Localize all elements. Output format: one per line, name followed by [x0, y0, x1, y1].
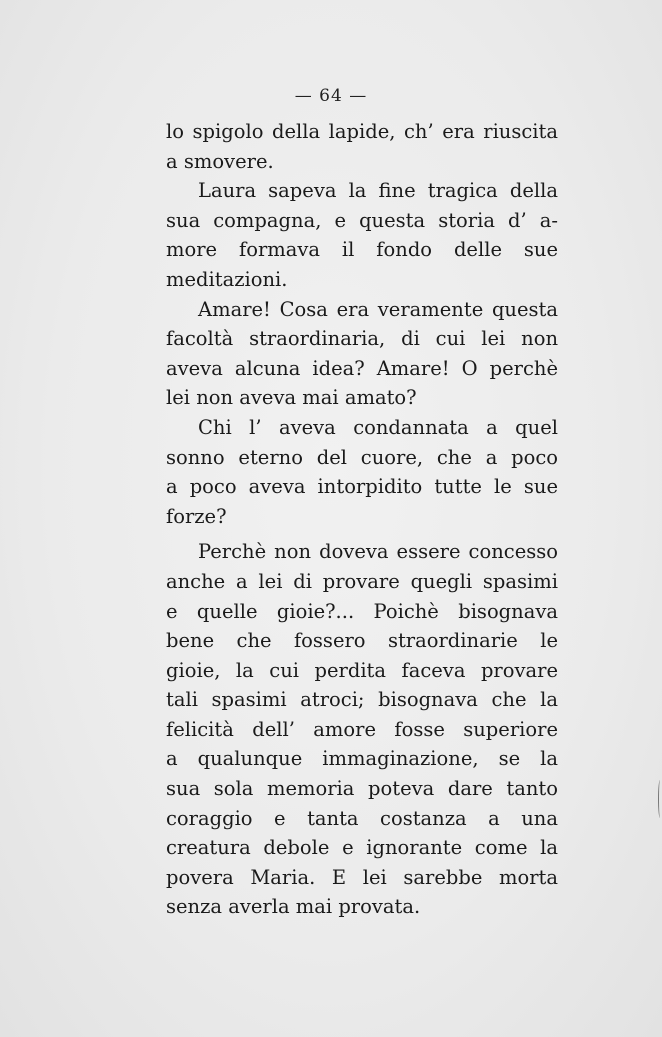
paragraph: [166, 295, 558, 413]
text-line: lei non aveva mai amato?: [166, 386, 417, 410]
text-line: creatura debole e ignorante come la: [166, 836, 558, 860]
text-line: sua compagna, e questa storia d’ a-: [166, 208, 558, 232]
paragraph: [166, 413, 558, 531]
text-line: Chi l’ aveva condannata a quel: [198, 415, 558, 439]
text-line: a qualunque immaginazione, se la: [166, 747, 558, 771]
text-line: a smovere.: [166, 149, 274, 173]
text-line: facoltà straordinaria, di cui lei non: [166, 327, 558, 351]
paragraph: [166, 176, 558, 294]
text-line: sonno eterno del cuore, che a poco: [166, 445, 558, 469]
text-line: Amare! Cosa era veramente questa: [198, 297, 558, 321]
page-edge-mark: [658, 780, 662, 818]
text-line: aveva alcuna idea? Amare! O perchè: [166, 356, 558, 380]
text-line: coraggio e tanta costanza a una: [166, 806, 558, 830]
text-line: povera Maria. E lei sarebbe morta: [166, 865, 558, 889]
text-line: a poco aveva intorpidito tutte le sue: [166, 475, 558, 499]
text-line: meditazioni.: [166, 267, 288, 291]
body-text: [166, 117, 558, 922]
text-line: more formava il fondo delle sue: [166, 238, 558, 262]
text-line: anche a lei di provare quegli spasimi: [166, 569, 558, 593]
text-line: bene che fossero straordinarie le: [166, 629, 558, 653]
text-line: felicità dell’ amore fosse superiore: [166, 717, 558, 741]
text-line: gioie, la cui perdita faceva provare: [166, 658, 558, 682]
text-line: senza averla mai provata.: [166, 895, 421, 919]
paragraph: [166, 117, 558, 176]
page-number: — 64 —: [294, 86, 368, 106]
text-line: lo spigolo della lapide, ch’ era riuscita: [166, 120, 558, 143]
text-line: tali spasimi atroci; bisognava che la: [166, 688, 558, 712]
text-line: Perchè non doveva essere concesso: [198, 540, 558, 564]
text-line: forze?: [166, 504, 227, 528]
text-line: e quelle gioie?... Poichè bisognava: [166, 599, 558, 623]
text-line: sua sola memoria poteva dare tanto: [166, 777, 558, 801]
text-line: Laura sapeva la fine tragica della: [198, 179, 558, 203]
paragraph: [166, 537, 558, 922]
